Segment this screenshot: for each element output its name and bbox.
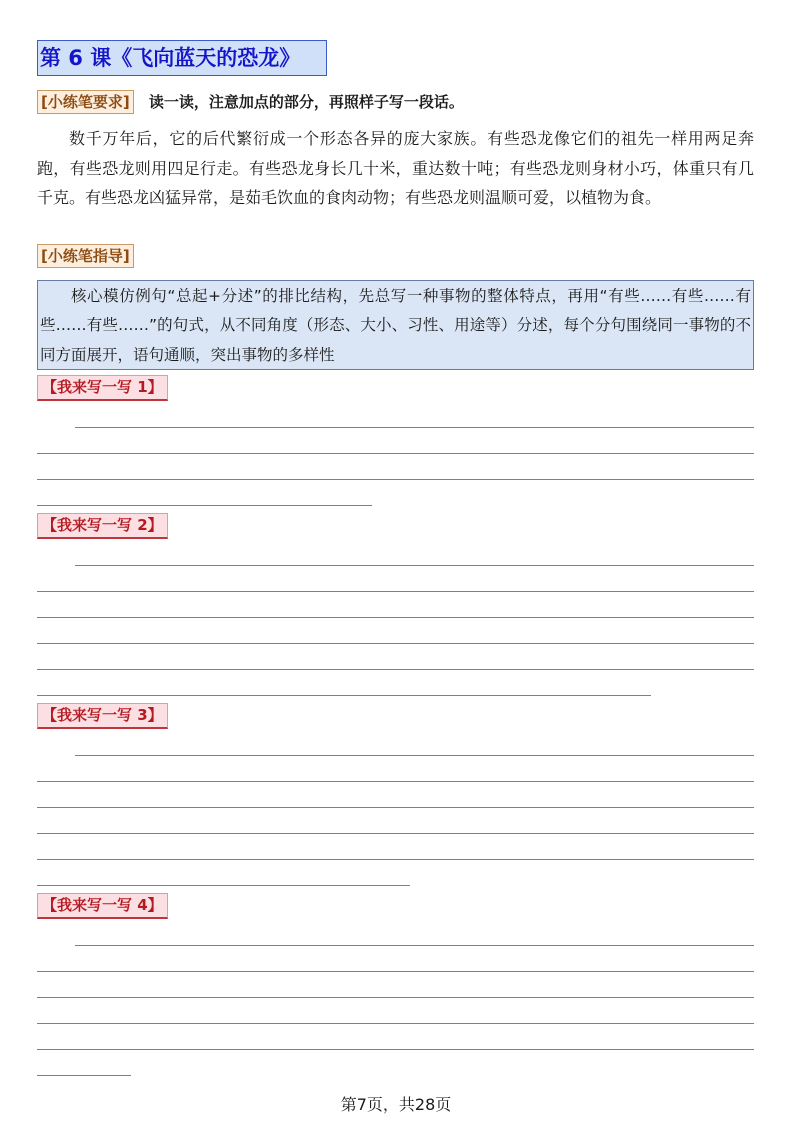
writing-line: [37, 1075, 131, 1076]
writing-line: [37, 807, 754, 808]
requirement-text: 读一读，注意加点的部分，再照样子写一段话。: [148, 93, 464, 111]
sample-paragraph: 数千万年后，它的后代繁衍成一个形态各异的庞大家族。有些恐龙像它们的祖先一样用两足奔跑，有些恐龙则用四足行走。有些恐龙身长几十米，重达数十吨；有些恐龙则身材小巧，体重只有几千克。有些恐龙凶猛异常，是茹毛饮血的食肉动物；有些恐龙则温顺可爱，以植物为食。: [37, 129, 754, 207]
lesson-title: 第 6 课《飞向蓝天的恐龙》: [37, 40, 327, 76]
write-task-3-label: 【我来写一写 3】: [37, 703, 168, 729]
writing-line: [37, 643, 754, 644]
writing-line: [37, 997, 754, 998]
writing-line: [37, 617, 754, 618]
writing-line: [37, 971, 754, 972]
writing-line: [37, 885, 410, 886]
requirement-tag: [小练笔要求]: [37, 90, 134, 114]
writing-line: [37, 833, 754, 834]
writing-line: [37, 781, 754, 782]
writing-line: [75, 565, 754, 566]
writing-line: [37, 479, 754, 480]
guidance-box: 核心模仿例句“总起+分述”的排比结构，先总写一种事物的整体特点，再用“有些……有些……有些……有些……”的句式，从不同角度（形态、大小、习性、用途等）分述，每个分句围绕同一事物的不同方面展开，语句通顺，突出事物的多样性: [37, 280, 754, 370]
writing-line: [37, 505, 372, 506]
writing-line: [37, 453, 754, 454]
guidance-tag: [小练笔指导]: [37, 244, 134, 268]
writing-line: [37, 1023, 754, 1024]
writing-line: [75, 427, 754, 428]
writing-line: [37, 695, 651, 696]
write-task-1-label: 【我来写一写 1】: [37, 375, 168, 401]
writing-line: [75, 945, 754, 946]
write-task-4-label: 【我来写一写 4】: [37, 893, 168, 919]
writing-line: [75, 755, 754, 756]
writing-line: [37, 591, 754, 592]
writing-line: [37, 1049, 754, 1050]
writing-line: [37, 669, 754, 670]
writing-line: [37, 859, 754, 860]
requirement-row: [37, 90, 464, 114]
write-task-2-label: 【我来写一写 2】: [37, 513, 168, 539]
page-footer: 第7页，共28页: [340, 1095, 452, 1114]
